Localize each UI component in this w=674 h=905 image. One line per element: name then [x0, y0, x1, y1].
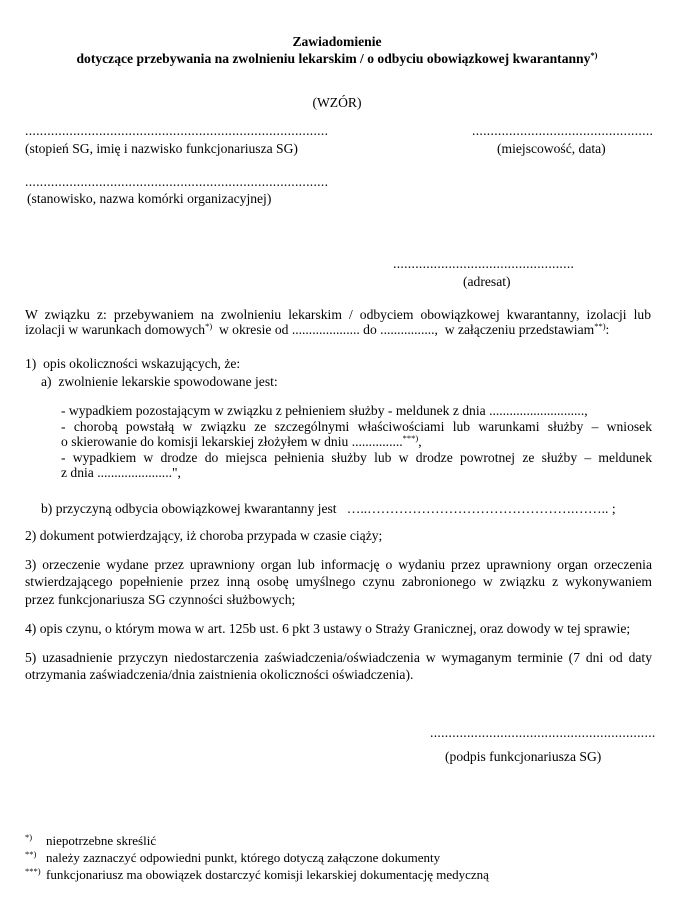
intro-line-2-text-b: w okresie od .................... do ................, w załączeniu przedstawiam: [212, 322, 595, 337]
item-2: 2) dokument potwierdzający, iż choroba przypada w czasie ciąży;: [25, 528, 383, 543]
intro-line-2-colon: :: [605, 322, 610, 337]
intro-footnote-mark-2: **): [594, 321, 606, 331]
document-subtitle: [0, 51, 674, 67]
intro-line-1: W związku z: przebywaniem na zwolnieniu lekarskim / odbyciem obowiązkowej kwarantanny, izolacji lub: [25, 307, 651, 322]
footnote-2: [25, 849, 441, 866]
item-5-line-2: otrzymania zaświadczenia/dnia zaistnienia okoliczności oświadczenia).: [25, 667, 414, 682]
item-1a-bullet-3-line-1: - wypadkiem w drodze do miejsca pełnienia służby lub w drodze powrotnej ze służby – meldunek: [61, 450, 652, 465]
place-date-label: (miejscowość, data): [497, 141, 606, 156]
template-label: (WZÓR): [312, 95, 362, 110]
footnote-3: [25, 866, 489, 883]
item-1a: a) zwolnienie lekarskie spowodowane jest:: [41, 374, 278, 389]
item-1: 1) opis okoliczności wskazujących, że:: [25, 356, 241, 371]
officer-name-label: (stopień SG, imię i nazwisko funkcjonariusza SG): [25, 141, 298, 156]
officer-name-dotted-line: ..................................................................................: [25, 123, 329, 138]
footnote-2-text: należy zaznaczyć odpowiedni punkt, którego dotyczą załączone dokumenty: [46, 850, 441, 865]
place-date-dotted-line: .................................................: [472, 123, 654, 138]
signature-label: (podpis funkcjonariusza SG): [445, 749, 602, 764]
item-4: 4) opis czynu, o którym mowa w art. 125b ust. 6 pkt 3 ustawy o Straży Granicznej, oraz dowody w tej sprawie;: [25, 621, 631, 636]
subtitle-text: dotyczące przebywania na zwolnieniu lekarskim / o odbyciu obowiązkowej kwarantanny: [76, 51, 591, 66]
item-1a-bullet-2-line-2: [61, 434, 422, 450]
item-1a-bullet-2-line-1: - chorobą powstałą w związku ze szczególnymi właściwościami lub warunkami służby – wniosek: [61, 419, 652, 434]
intro-footnote-mark-1: *): [205, 321, 213, 331]
item-1a-bullet-1: - wypadkiem pozostającym w związku z pełnieniem służby - meldunek z dnia ............................,: [61, 403, 588, 418]
subtitle-footnote-mark: *): [590, 50, 598, 60]
position-dotted-line: ..................................................................................: [25, 174, 329, 189]
addressee-label: (adresat): [463, 274, 511, 289]
item-3-line-3: przez funkcjonariusza SG czynności służbowych;: [25, 592, 296, 607]
item-3-line-2: stwierdzającego popełnienie przez inną osobę umyślnego czynu zabronionego w związku z wykonywaniem: [25, 574, 652, 589]
signature-dotted-line: .............................................................: [430, 725, 656, 740]
intro-line-2: [25, 322, 609, 338]
footnote-2-mark: **): [25, 849, 37, 859]
item-1a-bullet-3-line-2: z dnia ......................",: [61, 465, 181, 480]
footnote-1-mark: *): [25, 832, 33, 842]
bullet-2-comma: ,: [418, 434, 422, 449]
item-3-line-1: 3) orzeczenie wydane przez uprawniony organ lub informację o wydaniu przez uprawniony organ orzeczenia: [25, 557, 652, 572]
footnote-1-text: niepotrzebne skreślić: [46, 833, 157, 848]
bullet-2-footnote-mark: ***): [402, 433, 419, 443]
bullet-2-line-2-text: o skierowanie do komisji lekarskiej złożyłem w dniu ...............: [61, 434, 403, 449]
footnote-3-mark: ***): [25, 866, 41, 876]
footnote-1: [25, 832, 157, 849]
item-5-line-1: 5) uzasadnienie przyczyn niedostarczenia zaświadczenia/oświadczenia w wymaganym terminie (7 dni od daty: [25, 650, 652, 665]
position-label: (stanowisko, nazwa komórki organizacyjnej): [27, 191, 272, 206]
intro-line-2-text-a: izolacji w warunkach domowych: [25, 322, 206, 337]
document-title: Zawiadomienie: [292, 34, 382, 49]
item-1b: b) przyczyną odbycia obowiązkowej kwarantanny jest …..……………………………………….…….. ;: [41, 501, 616, 516]
addressee-dotted-line: .................................................: [393, 256, 575, 271]
footnote-3-text: funkcjonariusz ma obowiązek dostarczyć komisji lekarskiej dokumentację medyczną: [46, 867, 489, 882]
